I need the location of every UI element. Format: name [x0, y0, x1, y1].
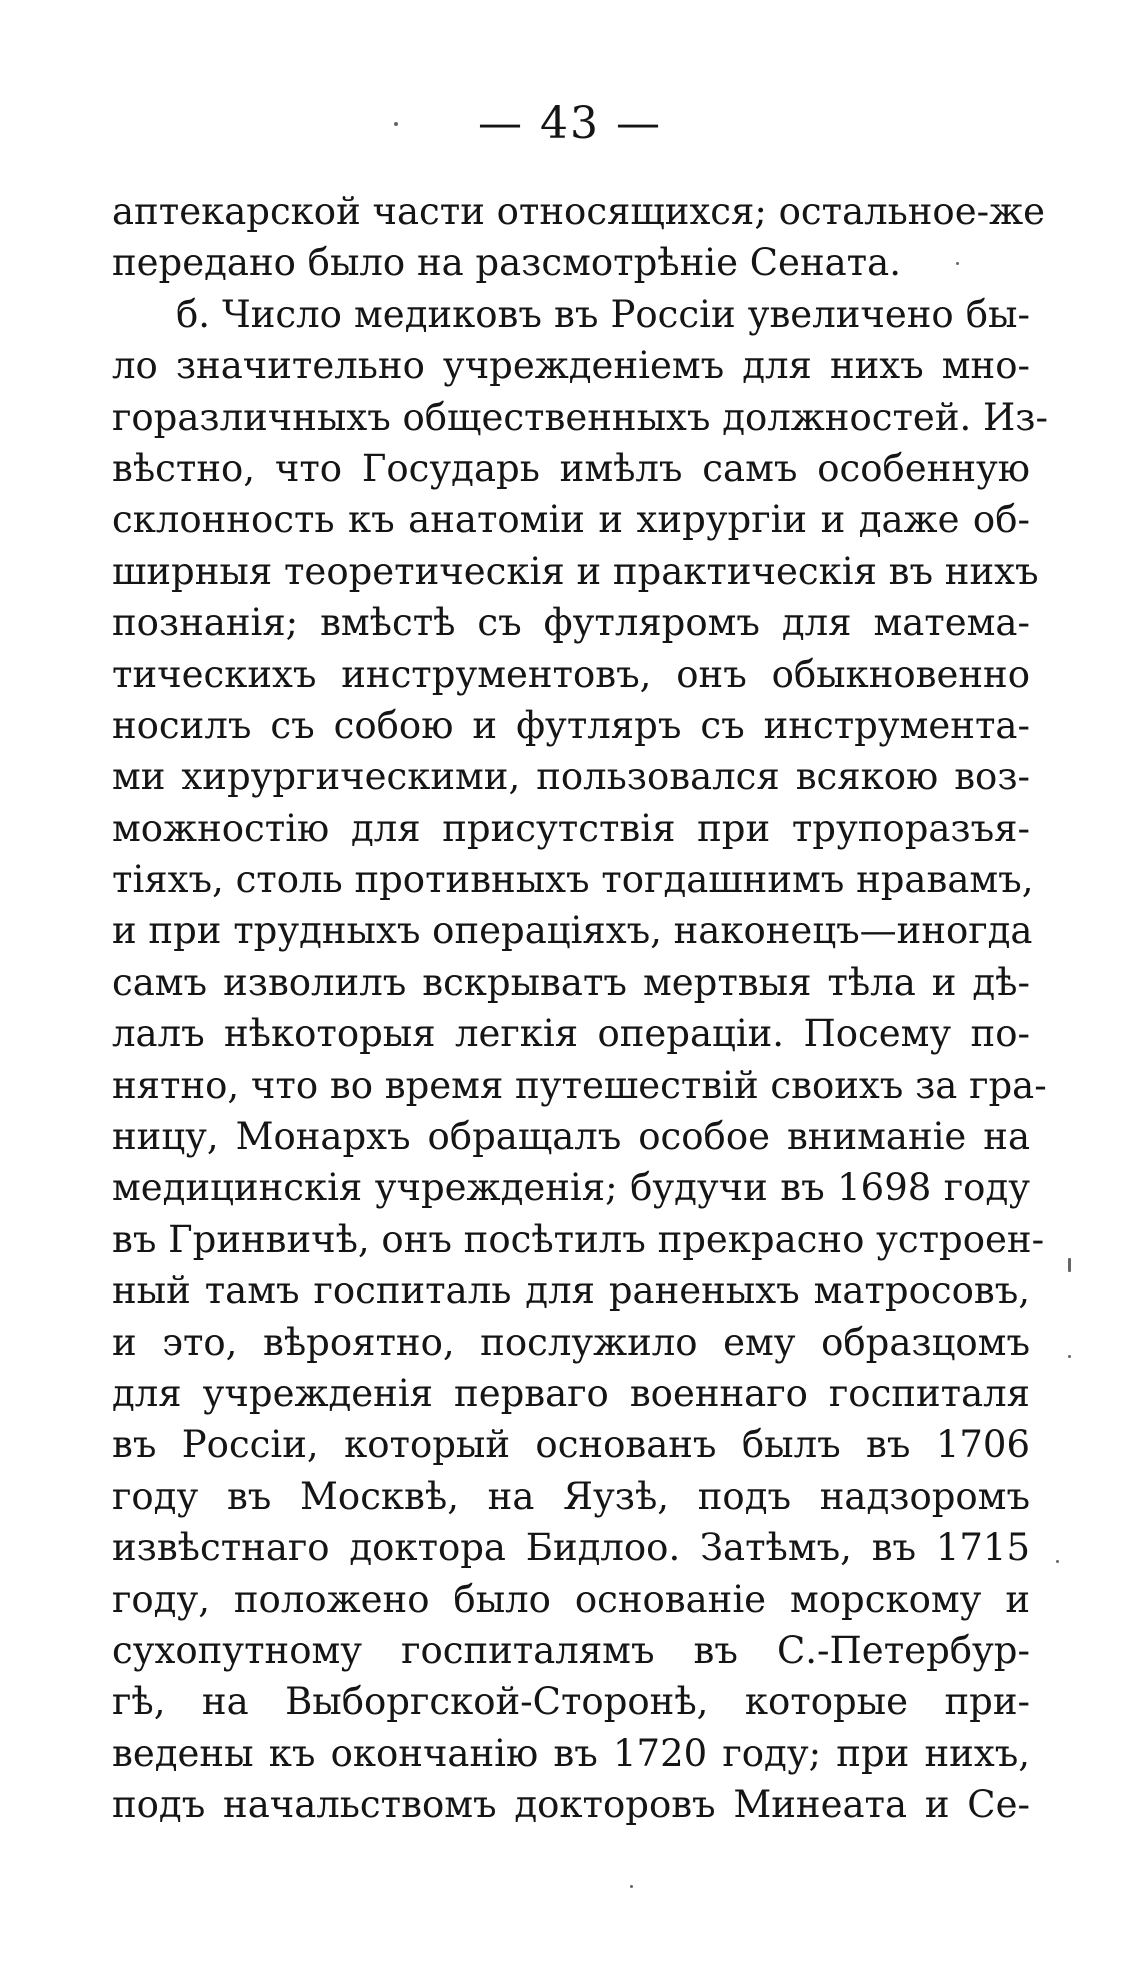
- print-speck: [1056, 1560, 1059, 1563]
- text-line: подъ начальствомъ докторовъ Минеата и Се-: [112, 1783, 1030, 1827]
- text-line: ный тамъ госпиталь для раненыхъ матросовъ,: [112, 1269, 1030, 1313]
- text-line: извѣстнаго доктора Бидлоо. Затѣмъ, въ 1715: [112, 1526, 1030, 1570]
- text-line: сухопутному госпиталямъ въ С.-Петербур-: [112, 1628, 1030, 1672]
- text-line: ведены къ окончанію въ 1720 году; при нихъ,: [112, 1731, 1030, 1775]
- text-line: нятно, что во время путешествій своихъ за гра-: [112, 1063, 1047, 1107]
- text-line: ло значительно учрежденіемъ для нихъ мно-: [112, 344, 1030, 388]
- text-line: гѣ, на Выборгской-Сторонѣ, которые при-: [112, 1680, 1030, 1724]
- text-line: ми хирургическими, пользовался всякою воз-: [112, 755, 1030, 799]
- text-line: и это, вѣроятно, послужило ему образцомъ: [112, 1320, 1030, 1364]
- text-line: медицинскія учрежденія; будучи въ 1698 году: [112, 1166, 1030, 1210]
- text-line: склонность къ анатоміи и хирургіи и даже об-: [112, 498, 1030, 542]
- print-speck: [1068, 1355, 1071, 1358]
- body-text: [112, 186, 1048, 1831]
- print-speck: [956, 262, 959, 265]
- text-line: году въ Москвѣ, на Яузѣ, подъ надзоромъ: [112, 1474, 1030, 1518]
- text-line: самъ изволилъ вскрыватъ мертвыя тѣла и дѣ-: [112, 960, 1030, 1004]
- text-line: въ Гринвичѣ, онъ посѣтилъ прекрасно устроен-: [112, 1217, 1045, 1261]
- text-line: для учрежденія перваго военнаго госпиталя: [112, 1371, 1030, 1415]
- text-line: можностію для присутствія при трупоразъя-: [112, 806, 1030, 850]
- text-line: году, положено было основаніе морскому и: [112, 1577, 1030, 1621]
- text-line: ширныя теоретическія и практическія въ нихъ: [112, 549, 1039, 593]
- text-line: вѣстно, что Государь имѣлъ самъ особенную: [112, 446, 1030, 490]
- text-line: аптекарской части относящихся; остальное-же: [112, 190, 1046, 233]
- text-line: тическихъ инструментовъ, онъ обыкновенно: [112, 652, 1030, 696]
- text-line: тіяхъ, столь противныхъ тогдашнимъ нравамъ,: [112, 858, 1034, 902]
- text-line: б. Число медиковъ въ Россіи увеличено бы-: [176, 292, 1030, 336]
- print-speck: [630, 1885, 633, 1888]
- print-speck: [1068, 1258, 1071, 1272]
- text-line: познанія; вмѣстѣ съ футляромъ для матема-: [112, 601, 1030, 645]
- page-number: — 43 —: [478, 98, 662, 149]
- text-line: лалъ нѣкоторыя легкія операціи. Посему по-: [112, 1012, 1030, 1056]
- text-line: и при трудныхъ операціяхъ, наконецъ—иногда: [112, 909, 1033, 953]
- text-line: носилъ съ собою и футляръ съ инструмента-: [112, 703, 1030, 747]
- print-speck: [394, 122, 398, 126]
- text-line: въ Россіи, который основанъ былъ въ 1706: [112, 1423, 1030, 1467]
- text-line: горазличныхъ общественныхъ должностей. Из-: [112, 395, 1048, 439]
- text-line: передано было на разсмотрѣніе Сената.: [112, 241, 901, 285]
- text-line: ницу, Монархъ обращалъ особое вниманіе на: [112, 1115, 1030, 1159]
